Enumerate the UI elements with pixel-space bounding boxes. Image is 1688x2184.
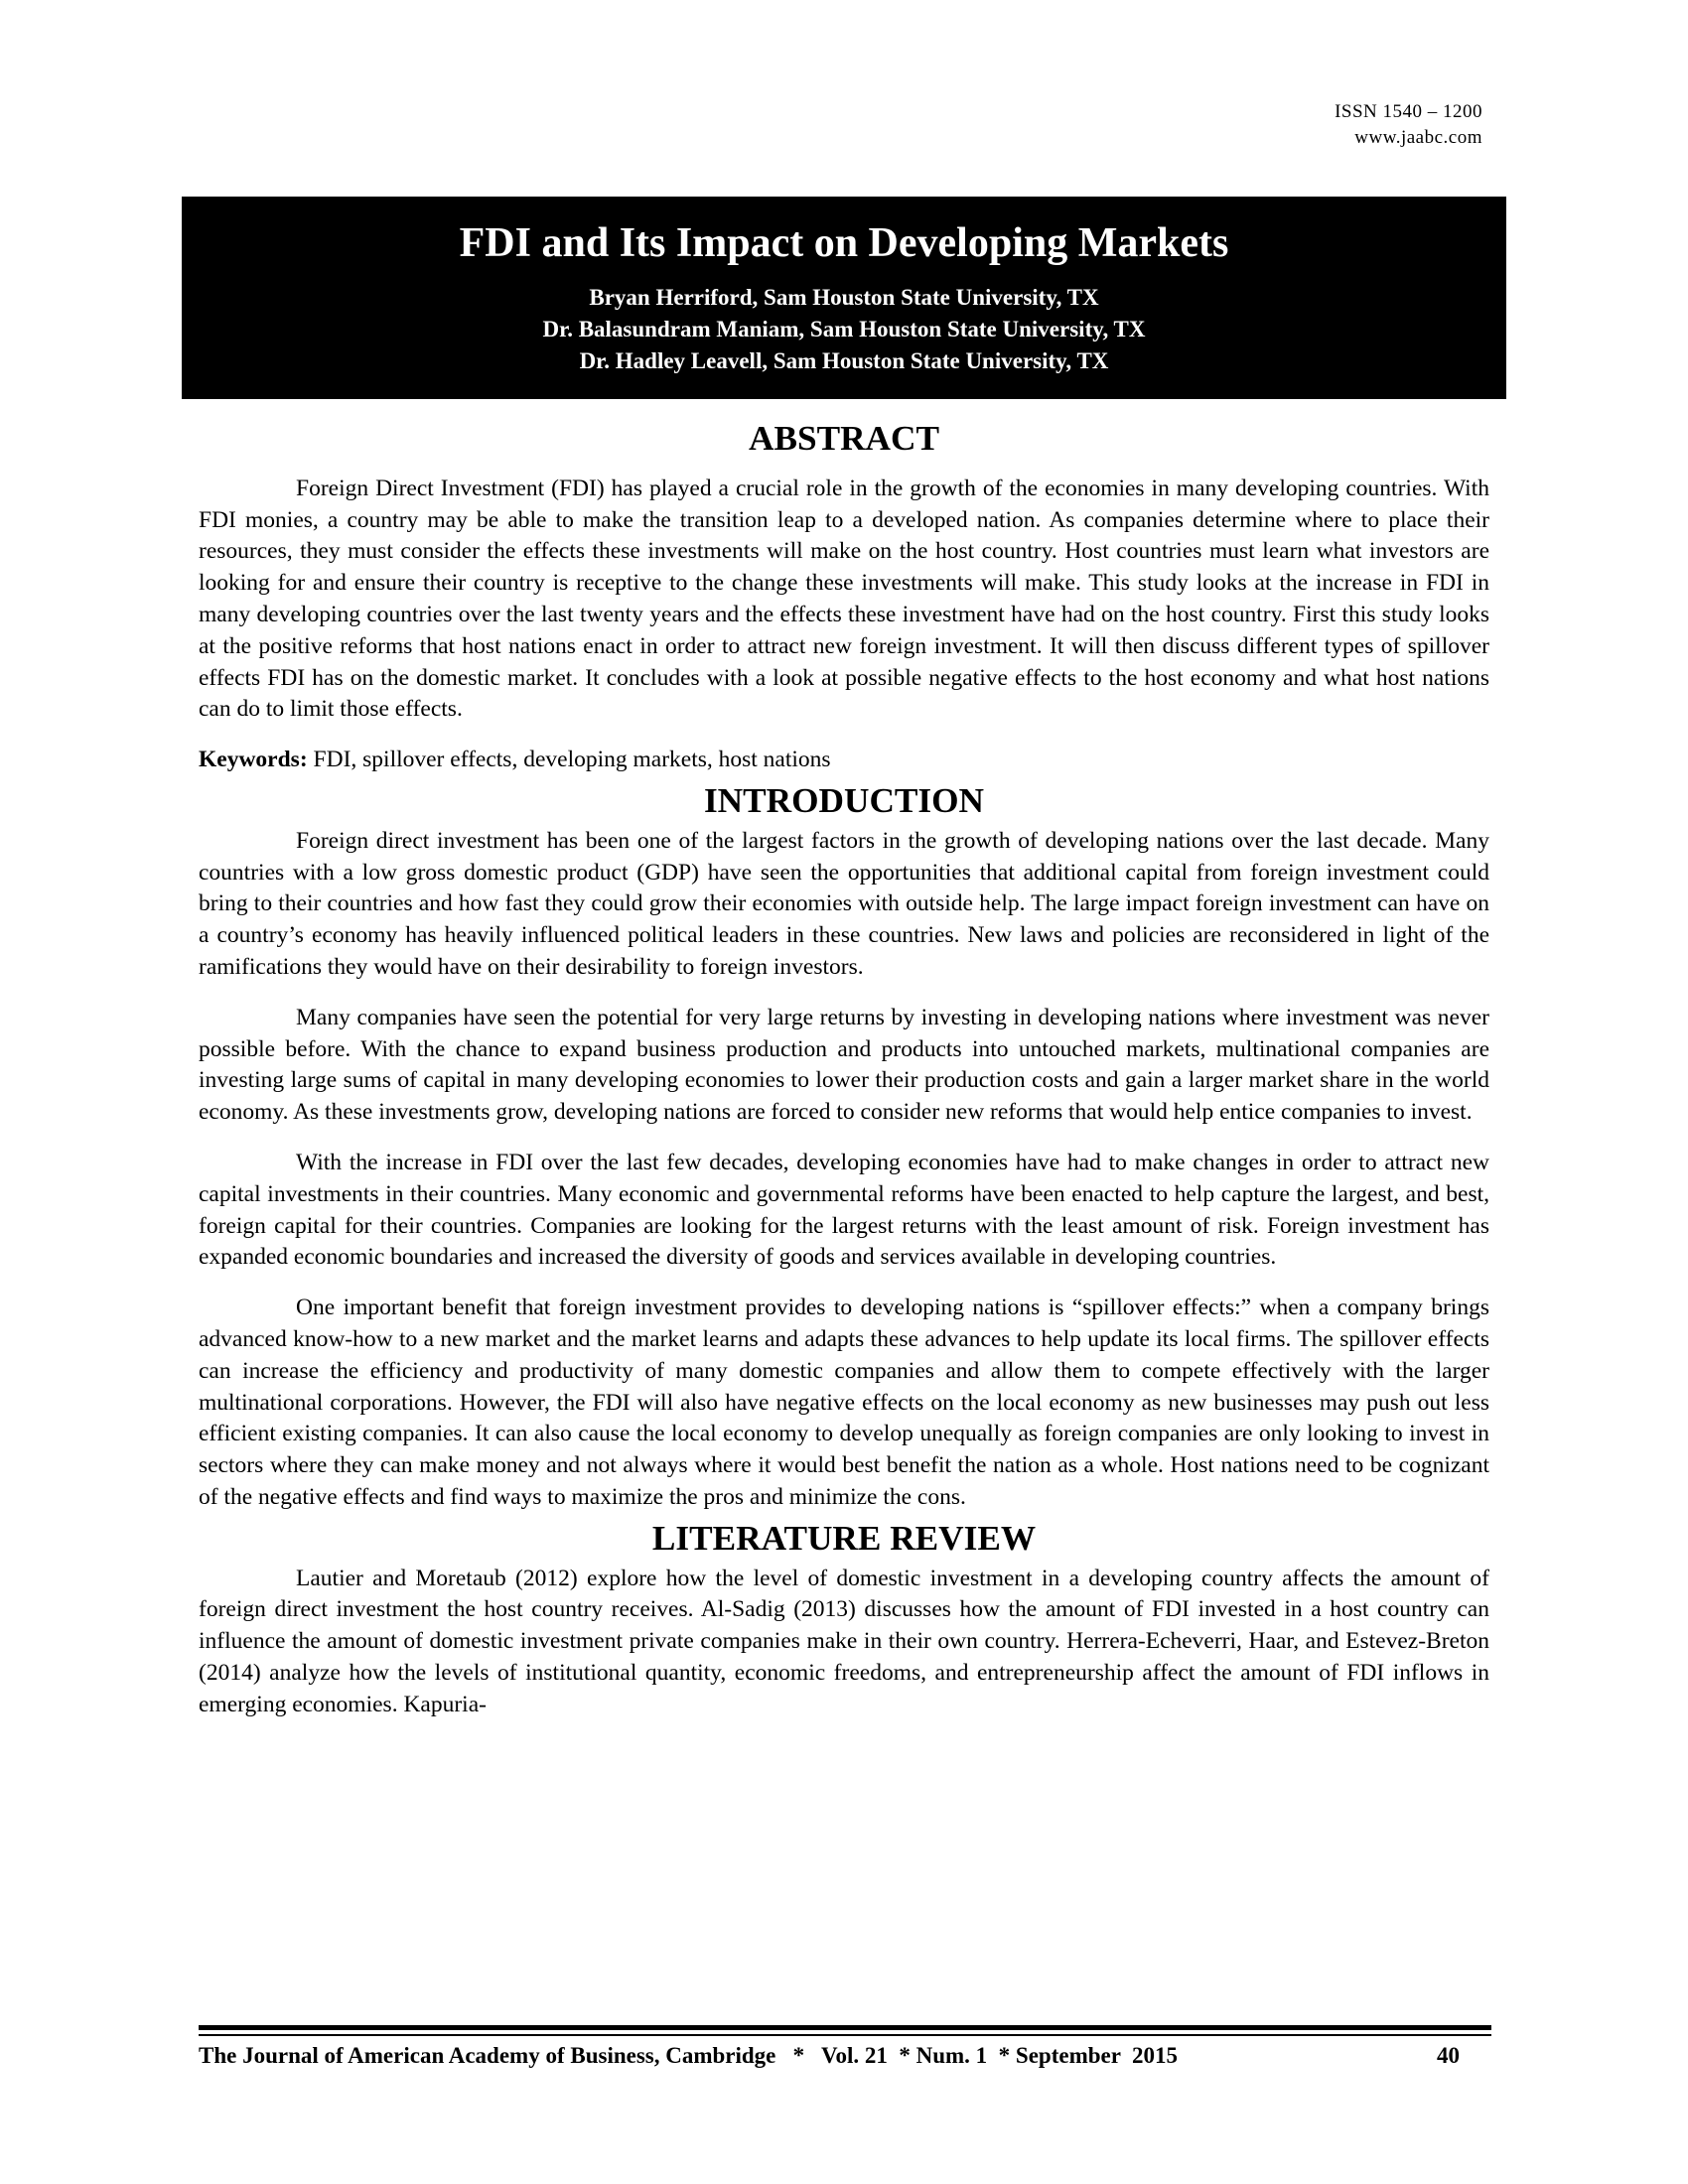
paper-title: FDI and Its Impact on Developing Markets: [459, 220, 1229, 266]
author-3: Dr. Hadley Leavell, Sam Houston State University, TX: [579, 348, 1109, 373]
intro-paragraph-4: One important benefit that foreign investment provides to developing nations is “spillover effects:” when a company brings advanced know-how to a new market and the market learns and adapts these advances to help update its local firms. The spillover effects can increase the efficiency and productivity of many domestic companies and allow them to compete effectively with the larger multinational corporations. However, the FDI will also have negative effects on the local economy as new businesses may push out less efficient existing companies. It can also cause the local economy to develop unequally as foreign companies are only looking to invest in sectors where they can make money and not always where it would best benefit the nation as a whole. Host nations need to be cognizant of the negative effects and find ways to maximize the pros and minimize the cons.: [199, 1295, 1489, 1510]
title-banner: [182, 197, 1506, 399]
literature-review-heading: LITERATURE REVIEW: [651, 1518, 1037, 1558]
literature-review-text: Lautier and Moretaub (2012) explore how the level of domestic investment in a developing country affects the amount of foreign direct investment the host country receives. Al-Sadig (2013) discusses how the amount of FDI invested in a host country can influence the amount of domestic investment private companies make in their own country. Herrera-Echeverri, Haar, and Estevez-Breton (2014) analyze how the levels of institutional quantity, economic freedoms, and entrepreneurship affect the amount of FDI inflows in emerging economies. Kapuria-: [199, 1565, 1489, 1717]
keywords-text: FDI, spillover effects, developing markets, host nations: [307, 747, 831, 773]
abstract-text: Foreign Direct Investment (FDI) has played a crucial role in the growth of the economies in many developing countries. With FDI monies, a country may be able to make the transition leap to a developed nation. As companies determine where to place their resources, they must consider the effects these investments will make on the host country. Host countries must learn what investors are looking for and ensure their country is receptive to the change these investments will make. This study looks at the increase in FDI in many developing countries over the last twenty years and the effects these investment have had on the host country. First this study looks at the positive reforms that host nations enact in order to attract new foreign investment. It will then discuss different types of spillover effects FDI has on the domestic market. It concludes with a look at possible negative effects to the host economy and what host nations can do to limit those effects.: [199, 475, 1489, 723]
intro-paragraph-3: With the increase in FDI over the last few decades, developing economies have had to make changes in order to attract new capital investments in their countries. Many economic and governmental reforms have been enacted to help capture the largest, and best, foreign capital for their countries. Companies are looking for the largest returns with the least amount of risk. Foreign investment has expanded economic boundaries and increased the diversity of goods and services available in developing countries.: [199, 1149, 1489, 1271]
author-2: Dr. Balasundram Maniam, Sam Houston State University, TX: [542, 317, 1146, 341]
keywords-label: Keywords:: [199, 747, 308, 773]
abstract-heading: ABSTRACT: [749, 419, 939, 458]
intro-paragraph-2: Many companies have seen the potential for very large returns by investing in developing nations where investment was never possible before. With the chance to expand business production and products into untouched markets, multinational companies are investing large sums of capital in many developing economies to lower their production costs and gain a larger market share in the world economy. As these investments grow, developing nations are forced to consider new reforms that would help entice companies to invest.: [199, 1004, 1489, 1126]
footer-rule-thin: [199, 2034, 1491, 2036]
footer-rule-thick: [199, 2025, 1491, 2030]
journal-website: www.jaabc.com: [1354, 127, 1482, 148]
footer-rule: [199, 2025, 1491, 2036]
page-number: 40: [1437, 2043, 1460, 2068]
author-list: [182, 282, 1506, 377]
issn-header: [1335, 99, 1482, 151]
introduction-heading: INTRODUCTION: [703, 780, 985, 820]
page-footer: [199, 2043, 1460, 2069]
author-1: Bryan Herriford, Sam Houston State University, TX: [589, 285, 1099, 310]
paper-body: [199, 419, 1489, 1720]
intro-paragraph-1: Foreign direct investment has been one of the largest factors in the growth of developing nations over the last decade. Many countries with a low gross domestic product (GDP) have seen the opportunities that additional capital from foreign investment could bring to their countries and how fast they could grow their economies with outside help. The large impact foreign investment can have on a country’s economy has heavily influenced political leaders in these countries. New laws and policies are reconsidered in light of the ramifications they would have on their desirability to foreign investors.: [199, 827, 1489, 980]
keywords: [199, 745, 1489, 776]
journal-citation: The Journal of American Academy of Business, Cambridge * Vol. 21 * Num. 1 * September 2015: [199, 2043, 1179, 2068]
issn-number: ISSN 1540 – 1200: [1335, 101, 1482, 122]
